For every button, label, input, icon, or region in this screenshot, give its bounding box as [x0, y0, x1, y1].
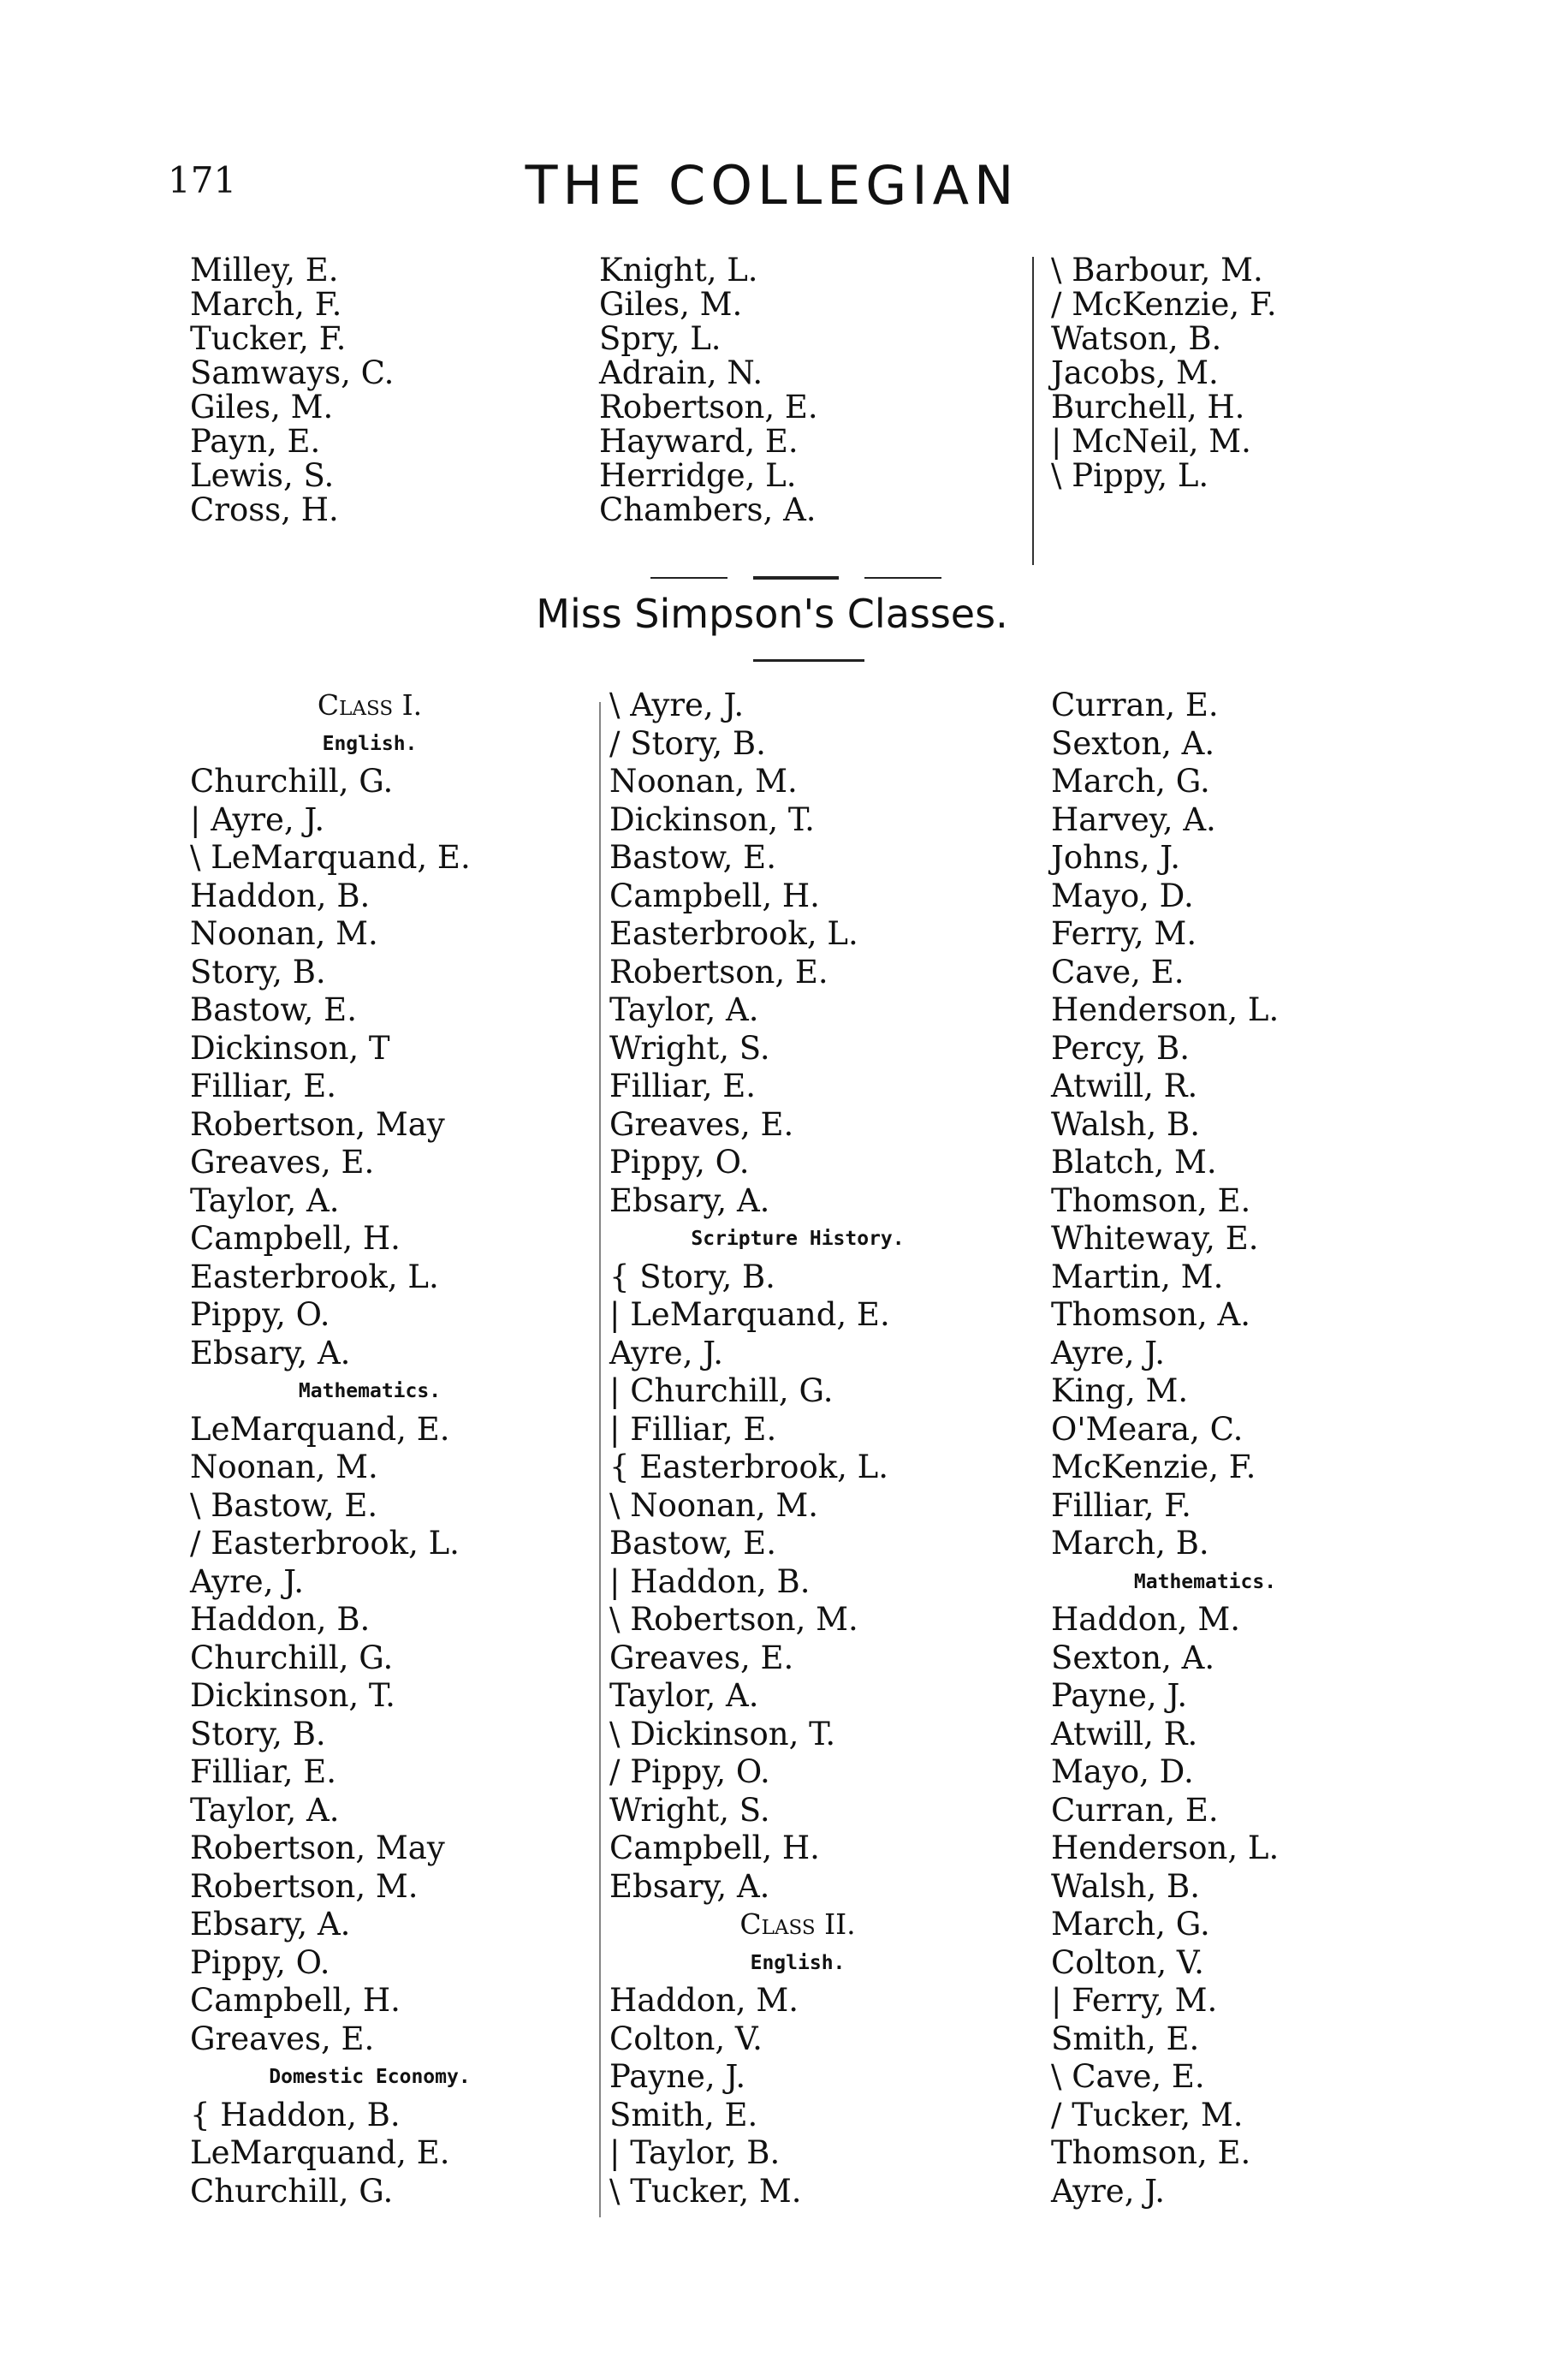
name-entry: Filliar, E. — [609, 1068, 756, 1104]
name-entry: \ Ayre, J. — [609, 687, 745, 723]
name-entry: Curran, E. — [1051, 687, 1219, 723]
name-entry: Greaves, E. — [609, 1639, 794, 1676]
ornament-divider — [650, 572, 941, 584]
name-entry: Thomson, A. — [1051, 1296, 1250, 1333]
name-entry: O'Meara, C. — [1051, 1410, 1244, 1448]
top-list-col2 — [599, 253, 818, 527]
name-entry: Pippy, O. — [190, 1296, 330, 1333]
name-entry: Story, B. — [190, 953, 326, 991]
name-entry: Robertson, May — [190, 1830, 445, 1866]
name-entry: LeMarquand, E. — [190, 2134, 450, 2171]
name-entry: Spry, L. — [599, 320, 722, 357]
name-entry: Churchill, G. — [190, 763, 394, 800]
running-title: THE COLLEGIAN — [525, 154, 1019, 217]
name-entry: Johns, J. — [1051, 839, 1180, 876]
name-entry: \ Cave, E. — [1051, 2058, 1205, 2095]
name-entry: Filliar, F. — [1051, 1486, 1191, 1524]
name-entry: | Taylor, B. — [609, 2134, 781, 2171]
name-entry: Noonan, M. — [190, 915, 378, 952]
name-entry: Robertson, E. — [599, 389, 818, 425]
name-entry: { Haddon, B. — [190, 2096, 401, 2133]
name-entry: Wright, S. — [609, 1791, 770, 1829]
column-divider — [1032, 257, 1034, 565]
name-entry: / Easterbrook, L. — [190, 1525, 460, 1562]
name-entry: Martin, M. — [1051, 1258, 1224, 1295]
name-entry: / Story, B. — [609, 724, 766, 762]
name-entry: Mayo, D. — [1051, 1753, 1194, 1790]
name-entry: Percy, B. — [1051, 1029, 1191, 1067]
name-entry: Payne, J. — [609, 2058, 746, 2095]
name-entry: Dickinson, T — [190, 1029, 390, 1067]
name-entry: \ LeMarquand, E. — [190, 839, 471, 876]
name-entry: Payne, J. — [1051, 1677, 1188, 1714]
class-heading: Class II. — [739, 1907, 856, 1941]
name-entry: Haddon, B. — [190, 877, 371, 914]
name-entry: Campbell, H. — [190, 1982, 401, 2019]
name-entry: Haddon, M. — [609, 1982, 799, 2019]
page-number: 171 — [168, 159, 237, 201]
name-entry: \ Noonan, M. — [609, 1486, 819, 1524]
column-c — [1051, 687, 1359, 2210]
name-entry: Dickinson, T. — [609, 800, 815, 838]
name-entry: Filliar, E. — [190, 1753, 336, 1790]
name-entry: McKenzie, F. — [1051, 1449, 1256, 1485]
name-entry: Greaves, E. — [609, 1105, 794, 1143]
subject-heading: Domestic Economy. — [269, 2066, 471, 2088]
name-entry: { Story, B. — [609, 1258, 775, 1295]
name-entry: Atwill, R. — [1051, 1068, 1198, 1104]
name-entry: Walsh, B. — [1051, 1105, 1200, 1143]
name-entry: Payn, E. — [190, 423, 321, 460]
name-entry: Ayre, J. — [190, 1562, 304, 1600]
name-entry: | LeMarquand, E. — [609, 1296, 890, 1333]
name-entry: Taylor, A. — [609, 1677, 759, 1714]
name-entry: Haddon, B. — [190, 1601, 371, 1638]
column-b — [609, 687, 986, 2210]
name-entry: | McNeil, M. — [1051, 423, 1251, 460]
name-entry: Jacobs, M. — [1051, 354, 1219, 391]
name-entry: / Pippy, O. — [609, 1753, 770, 1790]
name-entry: March, B. — [1051, 1525, 1209, 1562]
name-entry: Ebsary, A. — [609, 1867, 770, 1905]
name-entry: Colton, V. — [1051, 1943, 1204, 1981]
subject-heading: English. — [750, 1951, 846, 1974]
subject-heading: Mathematics. — [1133, 1570, 1277, 1593]
name-entry: Henderson, L. — [1051, 991, 1280, 1028]
name-entry: Bastow, E. — [609, 1525, 776, 1562]
name-entry: Hayward, E. — [599, 423, 799, 460]
name-entry: Lewis, S. — [190, 457, 335, 494]
name-entry: Robertson, M. — [190, 1867, 419, 1905]
name-entry: Taylor, A. — [190, 1791, 340, 1829]
name-entry: Knight, L. — [599, 252, 758, 289]
name-entry: King, M. — [1051, 1372, 1189, 1409]
name-entry: Greaves, E. — [190, 1144, 375, 1181]
name-entry: Ayre, J. — [1051, 2172, 1165, 2210]
name-entry: | Ferry, M. — [1051, 1982, 1218, 2019]
name-entry: / Tucker, M. — [1051, 2096, 1244, 2133]
name-entry: Noonan, M. — [190, 1449, 378, 1485]
name-entry: Taylor, A. — [609, 991, 759, 1028]
subject-heading: Mathematics. — [298, 1380, 442, 1402]
name-entry: \ Bastow, E. — [190, 1486, 378, 1524]
name-entry: Greaves, E. — [190, 2020, 375, 2057]
name-entry: Bastow, E. — [190, 991, 357, 1028]
name-entry: Herridge, L. — [599, 457, 797, 494]
name-entry: Mayo, D. — [1051, 877, 1194, 914]
name-entry: Giles, M. — [190, 389, 334, 425]
name-entry: Robertson, May — [190, 1105, 445, 1143]
name-entry: Adrain, N. — [599, 354, 763, 391]
subject-heading: Scripture History. — [691, 1228, 905, 1250]
name-entry: Walsh, B. — [1051, 1867, 1200, 1905]
class-heading: Class I. — [317, 688, 423, 722]
name-entry: Cave, E. — [1051, 953, 1185, 991]
name-entry: Robertson, E. — [609, 953, 828, 991]
name-entry: Samways, C. — [190, 354, 395, 391]
name-entry: Cross, H. — [190, 491, 339, 528]
name-entry: Thomson, E. — [1051, 1181, 1251, 1219]
name-entry: \ Barbour, M. — [1051, 252, 1263, 289]
name-entry: | Churchill, G. — [609, 1372, 834, 1409]
name-entry: Ferry, M. — [1051, 915, 1197, 952]
name-entry: Pippy, O. — [190, 1943, 330, 1981]
name-entry: \ Pippy, L. — [1051, 457, 1209, 494]
section-rule — [753, 659, 864, 662]
name-entry: Colton, V. — [609, 2020, 763, 2057]
column-divider — [599, 702, 601, 2217]
name-entry: Ebsary, A. — [190, 1334, 351, 1371]
name-entry: March, G. — [1051, 1906, 1210, 1943]
name-entry: March, F. — [190, 286, 342, 323]
name-entry: Easterbrook, L. — [190, 1258, 439, 1295]
name-entry: Watson, B. — [1051, 320, 1222, 357]
name-entry: Chambers, A. — [599, 491, 817, 528]
name-entry: Curran, E. — [1051, 1791, 1219, 1829]
name-entry: Campbell, H. — [609, 1830, 820, 1866]
name-entry: Campbell, H. — [609, 877, 820, 914]
name-entry: Smith, E. — [609, 2096, 758, 2133]
name-entry: Blatch, M. — [1051, 1144, 1217, 1181]
name-entry: Sexton, A. — [1051, 724, 1215, 762]
name-entry: Filliar, E. — [190, 1068, 336, 1104]
name-entry: \ Tucker, M. — [609, 2172, 802, 2210]
name-entry: Ayre, J. — [1051, 1334, 1165, 1371]
name-entry: Ayre, J. — [609, 1334, 723, 1371]
name-entry: Burchell, H. — [1051, 389, 1245, 425]
name-entry: Churchill, G. — [190, 2172, 394, 2210]
name-entry: | Haddon, B. — [609, 1562, 811, 1600]
name-entry: Haddon, M. — [1051, 1601, 1240, 1638]
name-entry: Story, B. — [190, 1715, 326, 1752]
name-entry: Noonan, M. — [609, 763, 798, 800]
name-entry: Smith, E. — [1051, 2020, 1200, 2057]
name-entry: Harvey, A. — [1051, 800, 1216, 838]
name-entry: Milley, E. — [190, 252, 339, 289]
name-entry: / McKenzie, F. — [1051, 286, 1277, 323]
name-entry: Giles, M. — [599, 286, 743, 323]
name-entry: Churchill, G. — [190, 1639, 394, 1676]
name-entry: Whiteway, E. — [1051, 1220, 1259, 1257]
name-entry: March, G. — [1051, 763, 1210, 800]
subject-heading: English. — [322, 732, 418, 755]
name-entry: Dickinson, T. — [190, 1677, 395, 1714]
section-title: Miss Simpson's Classes. — [536, 591, 1008, 637]
name-entry: LeMarquand, E. — [190, 1410, 450, 1448]
name-entry: Atwill, R. — [1051, 1715, 1198, 1752]
name-entry: Ebsary, A. — [190, 1906, 351, 1943]
name-entry: Henderson, L. — [1051, 1830, 1280, 1866]
name-entry: | Filliar, E. — [609, 1410, 777, 1448]
name-entry: Bastow, E. — [609, 839, 776, 876]
name-entry: Easterbrook, L. — [609, 915, 858, 952]
name-entry: | Ayre, J. — [190, 800, 325, 838]
column-a — [190, 687, 549, 2210]
name-entry: \ Robertson, M. — [609, 1601, 858, 1638]
top-list-col3 — [1051, 253, 1277, 493]
name-entry: Taylor, A. — [190, 1181, 340, 1219]
name-entry: Ebsary, A. — [609, 1181, 770, 1219]
name-entry: Sexton, A. — [1051, 1639, 1215, 1676]
name-entry: Thomson, E. — [1051, 2134, 1251, 2171]
name-entry: Pippy, O. — [609, 1144, 750, 1181]
name-entry: Wright, S. — [609, 1029, 770, 1067]
name-entry: Tucker, F. — [190, 320, 347, 357]
name-entry: \ Dickinson, T. — [609, 1715, 836, 1752]
top-list-col1 — [190, 253, 394, 527]
name-entry: { Easterbrook, L. — [609, 1449, 889, 1485]
name-entry: Campbell, H. — [190, 1220, 401, 1257]
